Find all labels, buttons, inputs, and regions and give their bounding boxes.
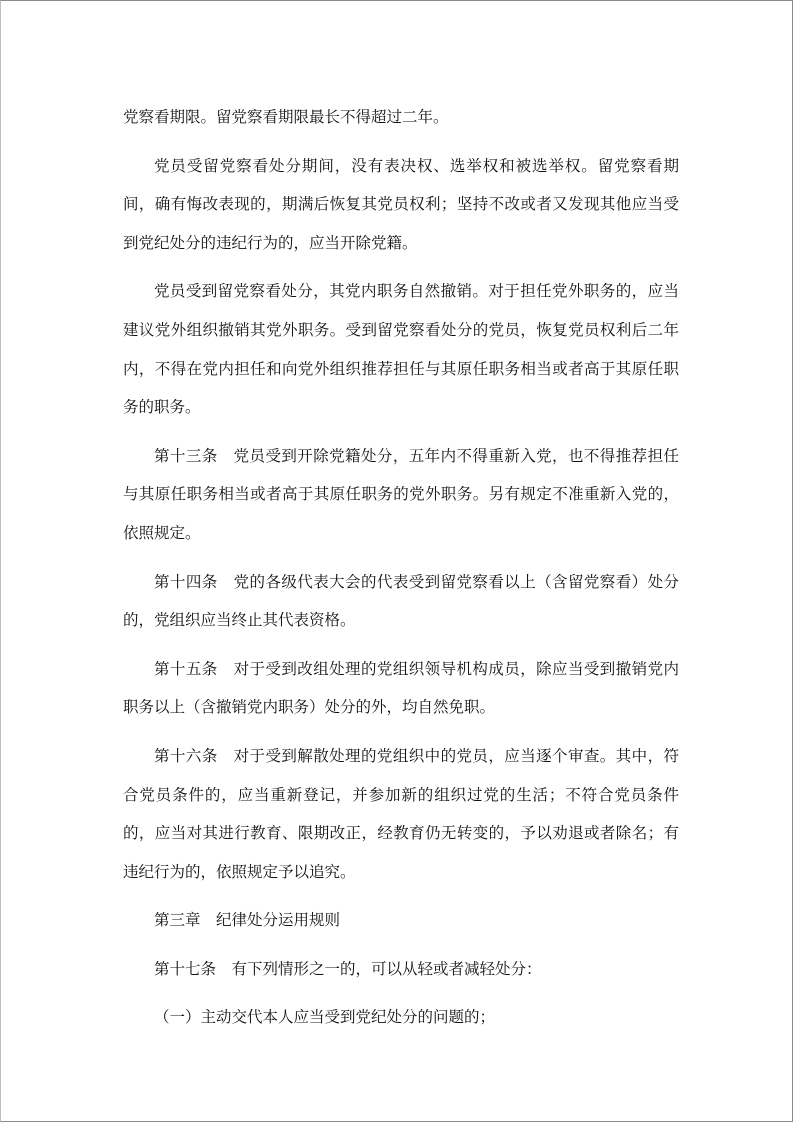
article-17-item-1: （一）主动交代本人应当受到党纪处分的问题的；: [154, 1008, 496, 1027]
paragraph-probation-duties: 党员受到留党察看处分，其党内职务自然撤销。对于担任党外职务的，应当建议党外组织撤销其党外职务。受到留党察看处分的党员，恢复党员权利后二年内，不得在党内担任和向党外组织推荐担任与其原任职务相当或者高于其原任职务的职务。: [123, 282, 679, 417]
article-14: 第十四条 党的各级代表大会的代表受到留党察看以上（含留党察看）处分的，党组织应当终止其代表资格。: [123, 572, 679, 630]
article-13: 第十三条 党员受到开除党籍处分，五年内不得重新入党，也不得推荐担任与其原任职务相当或者高于其原任职务的党外职务。另有规定不准重新入党的，依照规定。: [123, 446, 679, 542]
paragraph-probation-rights: 党员受留党察看处分期间，没有表决权、选举权和被选举权。留党察看期间，确有悔改表现的，期满后恢复其党员权利；坚持不改或者又发现其他应当受到党纪处分的违纪行为的，应当开除党籍。: [123, 156, 679, 252]
document-body: [123, 98, 679, 1037]
article-17: 第十七条 有下列情形之一的，可以从轻或者减轻处分：: [154, 959, 542, 978]
chapter-3-heading: 第三章 纪律处分运用规则: [154, 911, 341, 930]
article-16: 第十六条 对于受到解散处理的党组织中的党员，应当逐个审查。其中，符合党员条件的，应当重新登记，并参加新的组织过党的生活；不符合党员条件的，应当对其进行教育、限期改正，经教育仍无转变的，予以劝退或者除名；有违纪行为的，依照规定予以追究。: [123, 746, 679, 881]
article-15: 第十五条 对于受到改组处理的党组织领导机构成员，除应当受到撤销党内职务以上（含撤销党内职务）处分的外，均自然免职。: [123, 659, 679, 717]
paragraph-probation-limit: 党察看期限。留党察看期限最长不得超过二年。: [123, 108, 449, 126]
